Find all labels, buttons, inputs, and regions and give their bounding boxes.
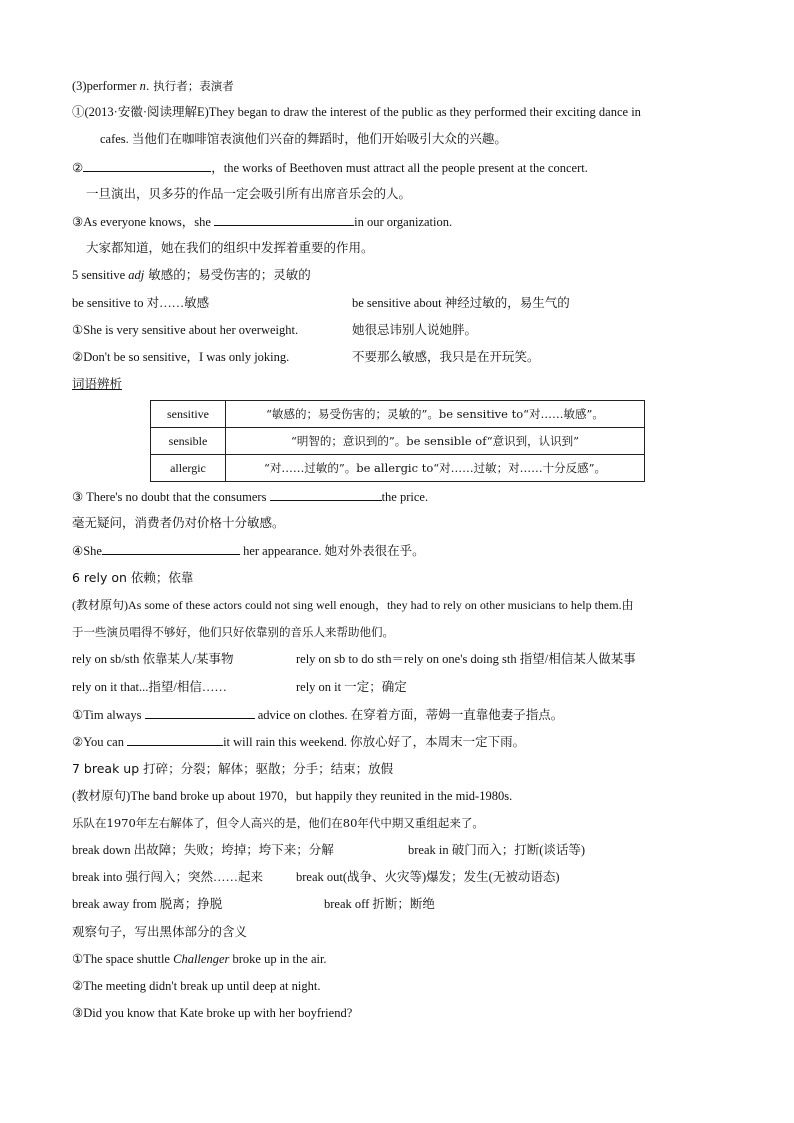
sensitive-example-2-zh: 不要那么敏感，我只是在开玩笑。: [352, 349, 540, 364]
word-comparison-table: [150, 400, 645, 482]
break-up-heading: 7 break up 打碎；分裂；解体；驱散；分手；结束；放假: [72, 761, 394, 776]
rely-on-example-1: ①Tim always advice on clothes. 在穿着方面，蒂姆一直靠他妻子指点。: [72, 708, 564, 722]
fill-blank[interactable]: [127, 733, 223, 746]
break-up-source-translation: 乐队在1970年左右解体了，但令人高兴的是，他们在80年代中期又重组起来了。: [72, 816, 484, 830]
rely-on-phrase-3: rely on it that...指望/相信……: [72, 680, 227, 694]
sensitive-phrase-2: be sensitive about 神经过敏的，易生气的: [352, 296, 570, 310]
table-row: [151, 428, 645, 455]
break-up-example-3: ③Did you know that Kate broke up with her boyfriend?: [72, 1006, 353, 1020]
fill-blank[interactable]: [83, 159, 211, 172]
break-up-example-1: ①The space shuttle Challenger broke up in the air.: [72, 952, 327, 966]
sensitive-example-3-zh: 毫无疑问，消费者仍对价格十分敏感。: [72, 515, 285, 530]
rely-on-example-2: ②You can it will rain this weekend. 你放心好了，本周末一定下雨。: [72, 735, 526, 749]
sensitive-heading: 5 sensitive adj 敏感的；易受伤害的；灵敏的: [72, 267, 311, 282]
performer-example-1a: ①(2013·安徽·阅读理解E)They began to draw the interest of the public as they performed their exciting dance in: [72, 105, 641, 119]
table-cell-desc: “敏感的；易受伤害的；灵敏的”。be sensitive to“对……敏感”。: [226, 401, 645, 428]
sensitive-example-1-zh: 她很忌讳别人说她胖。: [352, 322, 478, 337]
break-up-phrase-2: break in 破门而入；打断(谈话等): [408, 843, 586, 857]
performer-pos: n: [139, 79, 146, 93]
table-row: [151, 401, 645, 428]
break-up-phrase-3: break into 强行闯入；突然……起来: [72, 870, 263, 884]
rely-on-phrase-4: rely on it 一定；确定: [296, 680, 407, 694]
break-up-example-2: ②The meeting didn't break up until deep at night.: [72, 979, 321, 993]
fill-blank[interactable]: [145, 706, 255, 719]
sensitive-example-4: ④She her appearance. 她对外表很在乎。: [72, 544, 425, 558]
rely-on-phrase-2: rely on sb to do sth＝rely on one's doing sth 指望/相信某人做某事: [296, 652, 636, 666]
fill-blank[interactable]: [270, 488, 382, 501]
break-up-task: 观察句子，写出黑体部分的含义: [72, 924, 248, 939]
table-cell-desc: “对……过敏的”。be allergic to“对……过敏；对……十分反感”。: [226, 455, 645, 482]
performer-example-3: ③As everyone knows，she in our organization.: [72, 215, 453, 229]
fill-blank[interactable]: [102, 542, 240, 555]
break-up-phrase-4: break out(战争、火灾等)爆发；发生(无被动语态): [296, 870, 560, 884]
performer-example-2-zh: 一旦演出，贝多芬的作品一定会吸引所有出席音乐会的人。: [86, 186, 412, 201]
fill-blank[interactable]: [214, 213, 354, 226]
table-cell-word: allergic: [151, 455, 226, 482]
performer-example-1b: cafes. 当他们在咖啡馆表演他们兴奋的舞蹈时，他们开始吸引大众的兴趣。: [100, 132, 507, 146]
sensitive-example-2-en: ②Don't be so sensitive，I was only joking.: [72, 350, 290, 364]
performer-heading: [72, 78, 234, 94]
performer-word: (3)performer: [72, 79, 140, 93]
rely-on-source-sentence: (教材原句)As some of these actors could not sing well enough，they had to rely on other musicians to help them.由: [72, 598, 634, 612]
sensitive-example-3: ③ There's no doubt that the consumers the price.: [72, 490, 429, 504]
performer-gloss: . 执行者；表演者: [145, 79, 234, 93]
table-cell-word: sensitive: [151, 401, 226, 428]
table-row: [151, 455, 645, 482]
break-up-phrase-6: break off 折断；断绝: [324, 897, 435, 911]
rely-on-phrase-1: rely on sb/sth 依靠某人/某事物: [72, 652, 234, 666]
performer-example-3-zh: 大家都知道，她在我们的组织中发挥着重要的作用。: [86, 240, 374, 255]
break-up-phrase-1: break down 出故障；失败；垮掉；垮下来；分解: [72, 843, 334, 857]
break-up-phrase-5: break away from 脱离；挣脱: [72, 897, 223, 911]
table-cell-desc: “明智的；意识到的”。be sensible of“意识到，认识到”: [226, 428, 645, 455]
sensitive-phrase-1: be sensitive to 对……敏感: [72, 296, 210, 310]
rely-on-heading: 6 rely on 依赖；依靠: [72, 570, 194, 585]
rely-on-source-translation: 于一些演员唱得不够好，他们只好依靠别的音乐人来帮助他们。: [72, 625, 394, 639]
sensitive-example-1-en: ①She is very sensitive about her overweight.: [72, 323, 299, 337]
word-analysis-title: 词语辨析: [72, 376, 123, 391]
table-cell-word: sensible: [151, 428, 226, 455]
break-up-source-sentence: (教材原句)The band broke up about 1970，but happily they reunited in the mid-1980s.: [72, 789, 513, 803]
performer-example-2: ② ，the works of Beethoven must attract all the people present at the concert.: [72, 161, 588, 175]
